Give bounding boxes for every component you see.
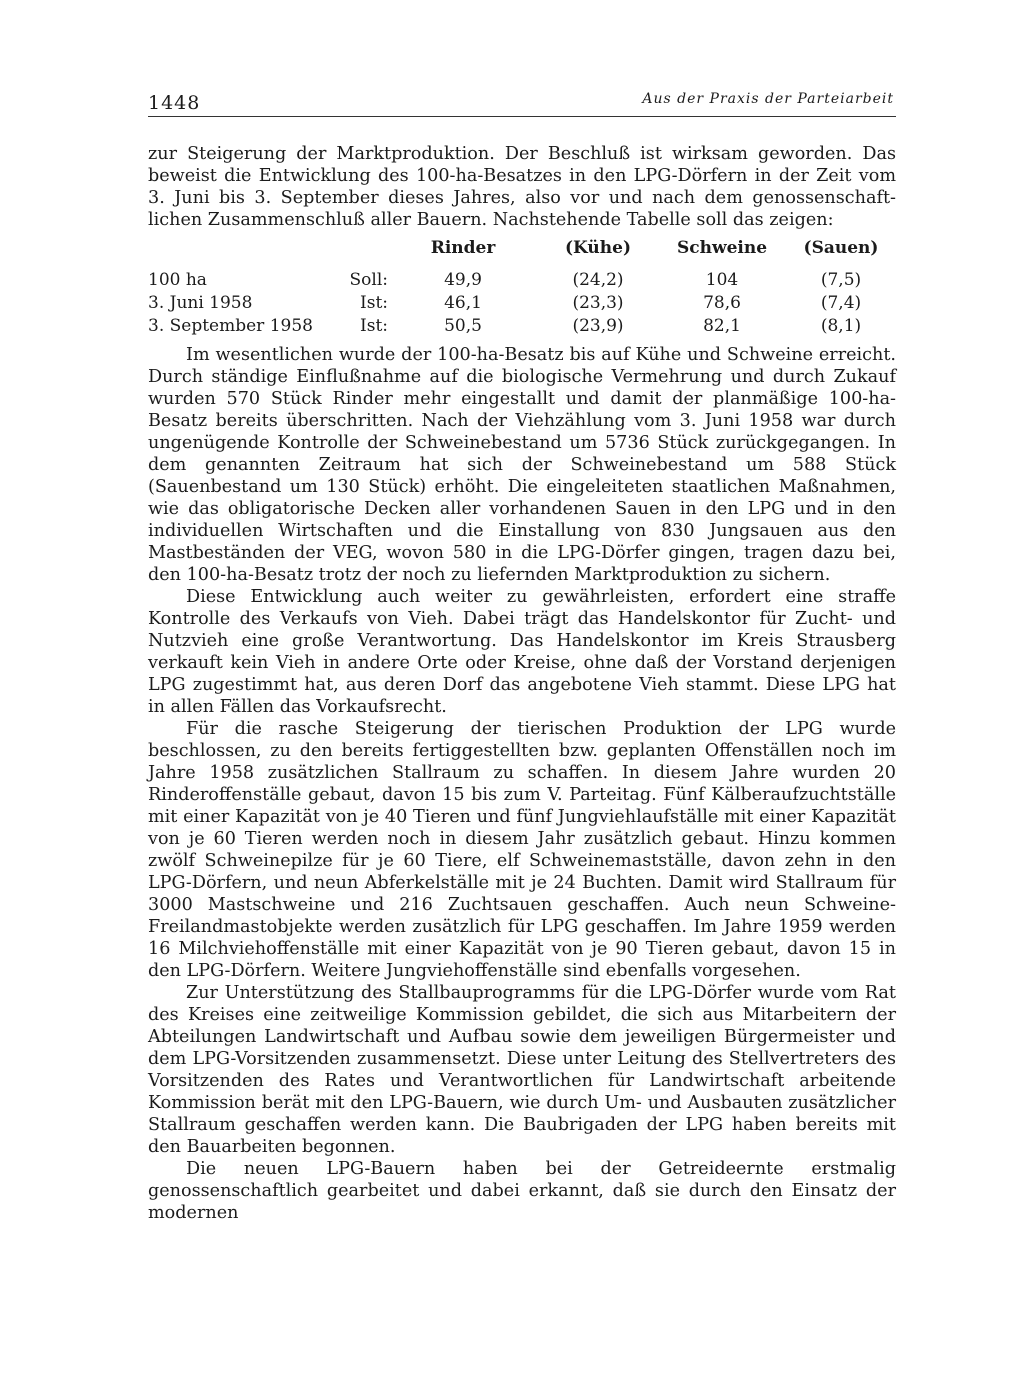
row-kind: Soll:: [349, 269, 388, 290]
cell-sauen: (7,5): [820, 269, 862, 290]
cell-schweine: 104: [705, 269, 739, 290]
table-header-row: [148, 238, 896, 268]
row-label: 3. Juni 1958: [148, 292, 253, 313]
page-header: [148, 90, 896, 117]
page-number: 1448: [148, 92, 201, 114]
row-label: 100 ha: [148, 269, 207, 290]
row-kind: Ist:: [360, 315, 388, 336]
cell-schweine: 82,1: [703, 315, 741, 336]
table-header-empty: [326, 238, 388, 268]
cell-schweine: 78,6: [703, 292, 741, 313]
table-row: [148, 314, 896, 337]
paragraph: Die neuen LPG-Bauern haben bei der Getreideernte erstmalig genossenschaftlich gearbeitet und dabei erkannt, daß sie durch den Einsatz der modernen: [148, 1159, 896, 1223]
intro-line: zur Steigerung der Marktproduktion. Der Beschluß ist wirksam geworden. Das: [148, 144, 896, 164]
cell-kuehe: (23,9): [572, 315, 624, 336]
cell-rinder: 46,1: [444, 292, 482, 313]
intro-text: [148, 143, 896, 231]
intro-line: 3. Juni bis 3. September dieses Jahres, also vor und nach dem genossenschaft-: [148, 188, 896, 208]
cell-kuehe: (23,3): [572, 292, 624, 313]
column-header-sauen: (Sauen): [803, 238, 879, 258]
cell-rinder: 50,5: [444, 315, 482, 336]
paragraph: Diese Entwicklung auch weiter zu gewährleisten, erfordert eine straffe Kontrolle des Verkaufs von Vieh. Dabei trägt das Handelskontor für Zucht- und Nutzvieh eine große Verantwortung. Das Handelskontor im Kreis Strausberg verkauft kein Vieh in andere Orte oder Kreise, ohne daß der Vorstand derjenigen LPG zugestimmt hat, aus deren Dorf das angebotene Vieh stammt. Diese LPG hat in allen Fällen das Vorkaufsrecht.: [148, 587, 896, 717]
paragraph: Zur Unterstützung des Stallbauprogramms für die LPG-Dörfer wurde vom Rat des Kreises eine zeitweilige Kommission gebildet, die sich aus Mitarbeitern der Abteilungen Landwirtschaft und Aufbau sowie dem jeweiligen Bürgermeister und dem LPG-Vorsitzenden zusammensetzt. Diese unter Leitung des Stellvertreters des Vorsitzenden des Rates und Verantwortlichen für Landwirtschaft arbeitende Kommission berät mit den LPG-Bauern, wie durch Um- und Ausbauten zusätzlicher Stallraum geschaffen werden kann. Die Baubrigaden der LPG haben bereits mit den Bauarbeiten begonnen.: [148, 983, 896, 1157]
running-head: Aus der Praxis der Parteiarbeit: [642, 91, 894, 107]
paragraph: Für die rasche Steigerung der tierischen Produktion der LPG wurde beschlossen, zu den bereits fertiggestellten bzw. geplanten Offenställen noch im Jahre 1958 zusätzlichen Stallraum zu schaffen. In diesem Jahre wurden 20 Rinderoffenställe gebaut, davon 15 bis zum V. Parteitag. Fünf Kälberaufzuchtställe mit einer Kapazität von je 40 Tieren und fünf Jungviehlaufställe mit einer Kapazität von je 60 Tieren werden noch in diesem Jahr zusätzlich gebaut. Hinzu kommen zwölf Schweinepilze für je 60 Tiere, elf Schweinemastställe, davon zehn in den LPG-Dörfern, und neun Abferkelställe mit je 24 Buchten. Damit wird Stallraum für 3000 Mastschweine und 216 Zuchtsauen geschaffen. Auch neun Schweine-Freilandmastobjekte werden zusätzlich für LPG geschaffen. Im Jahre 1959 werden 16 Milchviehoffenställe mit einer Kapazität von je 90 Tieren gebaut, davon 15 in den LPG-Dörfern. Weitere Jungviehoffenställe sind ebenfalls vorgesehen.: [148, 719, 896, 981]
intro-line: lichen Zusammenschluß aller Bauern. Nachstehende Tabelle soll das zeigen:: [148, 210, 834, 230]
row-kind: Ist:: [360, 292, 388, 313]
intro-paragraph: [148, 143, 896, 231]
column-header-rinder: Rinder: [430, 238, 496, 258]
livestock-table: [148, 238, 896, 337]
table-row: [148, 268, 896, 291]
cell-sauen: (7,4): [820, 292, 862, 313]
cell-kuehe: (24,2): [572, 269, 624, 290]
table-header-empty: [148, 238, 326, 268]
intro-line: beweist die Entwicklung des 100-ha-Besatzes in den LPG-Dörfern in der Zeit vom: [148, 166, 896, 186]
main-text: [148, 344, 896, 1224]
cell-sauen: (8,1): [820, 315, 862, 336]
column-header-schweine: Schweine: [676, 238, 768, 258]
column-header-kuehe: (Kühe): [564, 238, 632, 258]
cell-rinder: 49,9: [444, 269, 482, 290]
paragraph: Im wesentlichen wurde der 100-ha-Besatz bis auf Kühe und Schweine erreicht. Durch ständige Einflußnahme auf die biologische Vermehrung und durch Zukauf wurden 570 Stück Rinder mehr eingestallt und damit der planmäßige 100-ha-Besatz bereits überschritten. Nach der Viehzählung vom 3. Juni 1958 war durch ungenügende Kontrolle der Schweinebestand um 5736 Stück zurückgegangen. In dem genannten Zeitraum hat sich der Schweinebestand um 588 Stück (Sauenbestand um 130 Stück) erhöht. Die eingeleiteten staatlichen Maßnahmen, wie das obligatorische Decken aller vorhandenen Sauen in den LPG und in den individuellen Wirtschaften und die Einstallung von 830 Jungsauen aus den Mastbeständen der VEG, wovon 580 in die LPG-Dörfer gingen, tragen dazu bei, den 100-ha-Besatz trotz der noch zu liefernden Marktproduktion zu sichern.: [148, 345, 896, 585]
row-label: 3. September 1958: [148, 315, 313, 336]
table-row: [148, 291, 896, 314]
